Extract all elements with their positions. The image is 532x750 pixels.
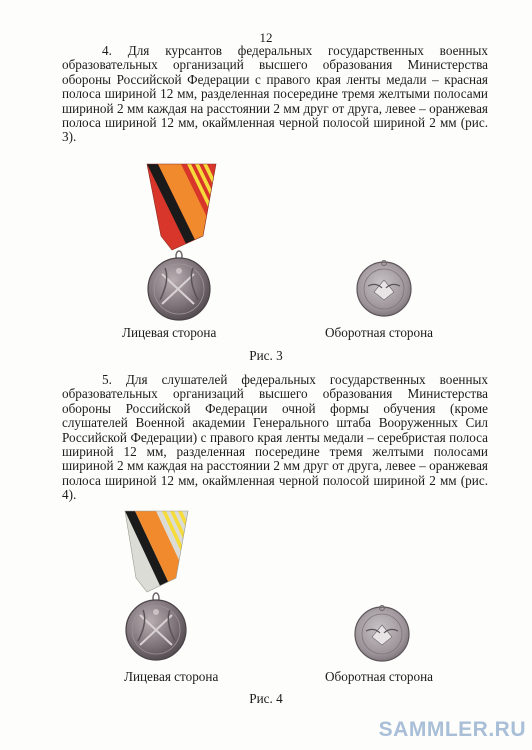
watermark: SAMMLER.RU xyxy=(378,718,526,741)
paragraph-section-4: 4. Для курсантов федеральных государственных военных образовательных организаций высшего образования Министерства обороны Российской Федерации с правого края ленты медали – красная полоса шириной 12 мм, разделенная посередине тремя желтыми полосами шириной 2 мм каждая на расстоянии 2 мм друг от друга, левее – оранжевая полоса шириной 12 мм, окаймленная черной полосой шириной 2 мм (рис. 3). xyxy=(62,43,488,145)
caption-reverse-fig4: Оборотная сторона xyxy=(325,669,434,684)
figure-label-fig3: Рис. 3 xyxy=(249,348,283,363)
caption-reverse-fig3: Оборотная сторона xyxy=(325,325,434,340)
caption-obverse-fig4: Лицевая сторона xyxy=(124,669,219,684)
caption-obverse-fig3: Лицевая сторона xyxy=(122,325,217,340)
page-number: 12 xyxy=(259,30,273,45)
paragraph-section-5: 5. Для слушателей федеральных государственных военных образовательных организаций высшего образования Министерства обороны Российской Федерации очной формы обучения (кроме слушателей Военной академии Генерального штаба Вооруженных Сил Российской Федерации) с правого края ленты медали – серебристая полоса шириной 12 мм, разделенная посередине тремя желтыми полосами шириной 2 мм каждая на расстоянии 2 мм друг от друга, левее – оранжевая полоса шириной 12 мм, окаймленная черной полосой шириной 2 мм (рис. 4). xyxy=(62,372,488,503)
figure-label-fig4: Рис. 4 xyxy=(249,691,283,706)
